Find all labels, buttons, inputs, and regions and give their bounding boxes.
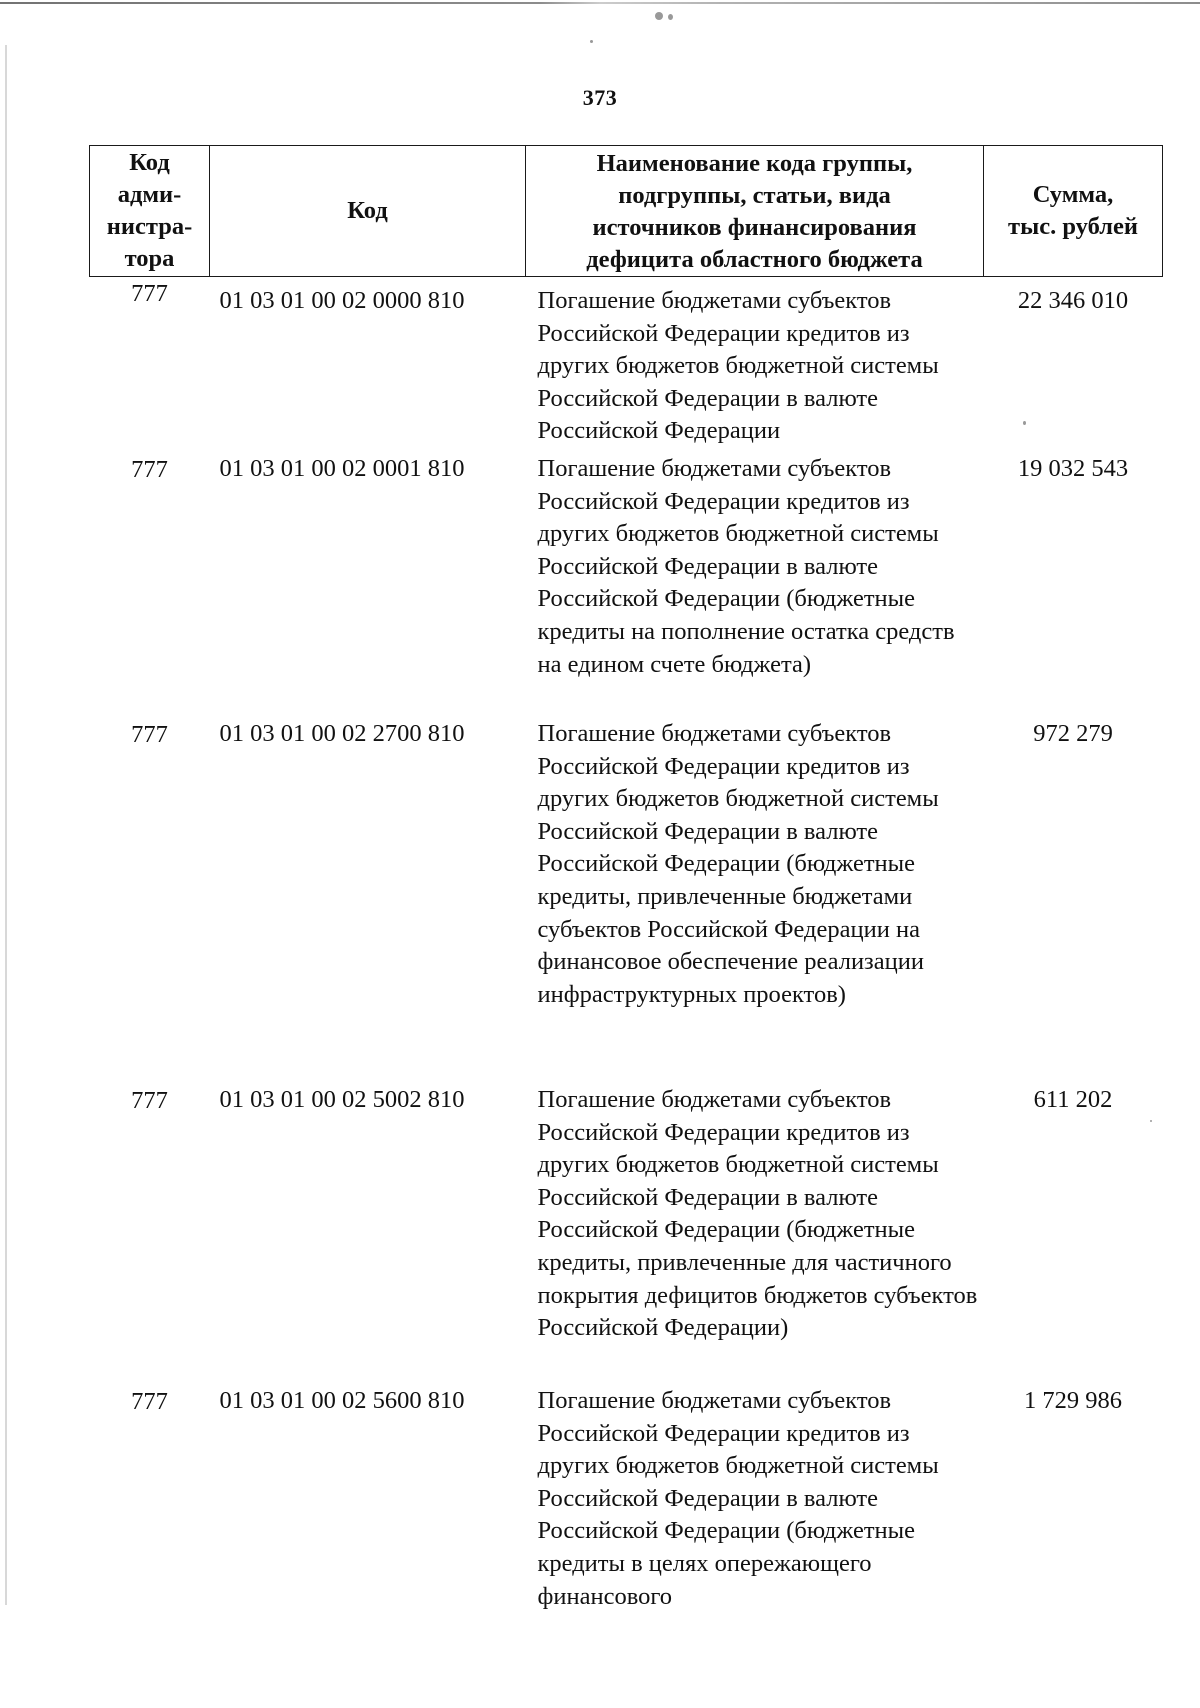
header-sum — [984, 146, 1163, 277]
header-name-text: Наименование кода группы, подгруппы, статьи, вида источников финансирования дефицита областного бюджета — [586, 150, 923, 273]
cell-name: Погашение бюджетами субъектов Российской Федерации кредитов из других бюджетов бюджетной системы Российской Федерации в валюте Российской Федерации (бюджетные кредиты, привлеченные для частичного покрытия дефицитов бюджетов субъектов Российской Федерации) — [537, 1086, 978, 1342]
cell-code: 01 03 01 00 02 0001 810 — [219, 455, 465, 482]
cell-code: 01 03 01 00 02 5002 810 — [219, 1086, 465, 1113]
cell-sum: 19 032 543 — [1017, 455, 1129, 482]
cell-admin: 777 — [131, 721, 168, 748]
scan-speck — [668, 14, 673, 20]
cell-name: Погашение бюджетами субъектов Российской Федерации кредитов из других бюджетов бюджетной системы Российской Федерации в валюте Российской Федерации (бюджетные кредиты на пополнение остатка средств на едином счете бюджета) — [537, 455, 955, 678]
cell-name: Погашение бюджетами субъектов Российской Федерации кредитов из других бюджетов бюджетной системы Российской Федерации в валюте Российской Федерации — [537, 287, 939, 445]
header-admin-code-text: Код адми- нистра- тора — [106, 149, 193, 272]
table-row — [90, 1385, 1163, 1613]
scan-speck — [655, 12, 663, 20]
cell-code: 01 03 01 00 02 2700 810 — [219, 720, 465, 747]
table-header-row — [90, 146, 1163, 277]
cell-name: Погашение бюджетами субъектов Российской Федерации кредитов из других бюджетов бюджетной системы Российской Федерации в валюте Российской Федерации (бюджетные кредиты, привлеченные бюджетами субъектов Российской Федерации на финансовое обеспечение реализации инфраструктурных проектов) — [537, 720, 939, 1008]
header-code: Код — [210, 146, 526, 277]
budget-sources-table — [89, 145, 1163, 1613]
cell-sum: 1 729 986 — [1024, 1387, 1122, 1414]
cell-sum: 22 346 010 — [1017, 287, 1129, 314]
table-row — [90, 277, 1163, 454]
table-row — [90, 718, 1163, 1084]
table-row — [90, 453, 1163, 718]
cell-admin: 777 — [131, 1388, 168, 1415]
cell-sum: 972 279 — [1033, 720, 1113, 747]
cell-admin: 777 — [131, 280, 168, 307]
header-admin-code — [90, 146, 210, 277]
cell-admin: 777 — [131, 456, 168, 483]
cell-code: 01 03 01 00 02 5600 810 — [219, 1387, 465, 1414]
page-number: 373 — [582, 85, 618, 110]
scan-edge-left — [5, 45, 7, 1605]
cell-sum: 611 202 — [1033, 1086, 1113, 1113]
header-name — [526, 146, 984, 277]
header-sum-text: Сумма, тыс. рублей — [1008, 181, 1138, 240]
cell-name: Погашение бюджетами субъектов Российской Федерации кредитов из других бюджетов бюджетной системы Российской Федерации в валюте Российской Федерации (бюджетные кредиты в целях опережающего финансового — [537, 1387, 939, 1610]
cell-code: 01 03 01 00 02 0000 810 — [219, 287, 465, 314]
scan-speck — [590, 40, 593, 43]
cell-admin: 777 — [131, 1087, 168, 1114]
table-row — [90, 1084, 1163, 1385]
scan-edge-top — [0, 2, 1200, 4]
